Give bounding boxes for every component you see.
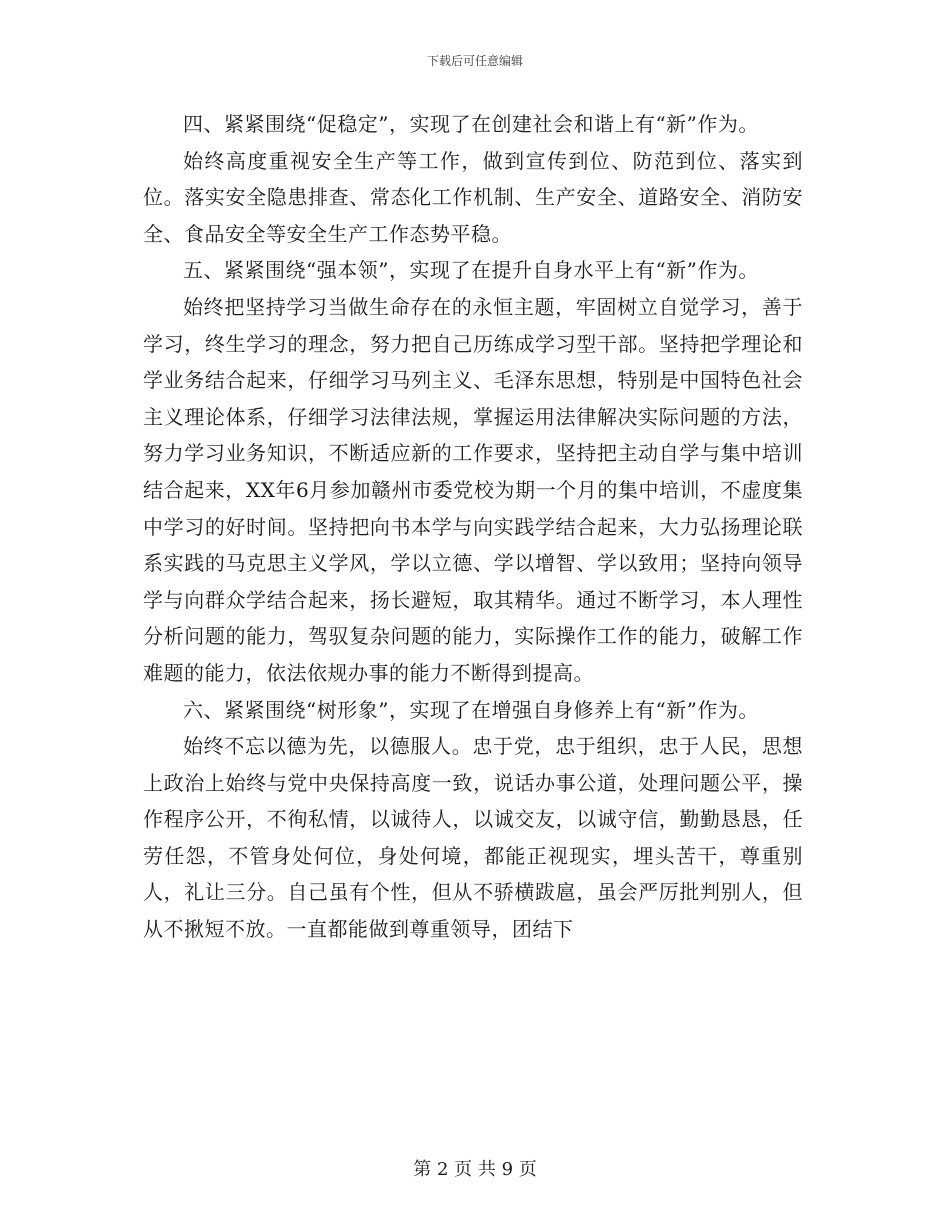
paragraph-safety: 始终高度重视安全生产等工作，做到宣传到位、防范到位、落实到位。落实安全隐患排查、常态化工作机制、生产安全、道路安全、消防安全、食品安全等安全生产工作态势平稳。 bbox=[143, 148, 803, 246]
paragraph-study: 始终把坚持学习当做生命存在的永恒主题，牢固树立自觉学习，善于学习，终生学习的理念，努力把自己历练成学习型干部。坚持把学理论和学业务结合起来，仔细学习马列主义、毛泽东思想，特别是中国特色社会主义理论体系，仔细学习法律法规，掌握运用法律解决实际问题的方法，努力学习业务知识，不断适应新的工作要求，坚持把主动自学与集中培训结合起来，XX年6月参加赣州市委党校为期一个月的集中培训，不虚度集中学习的好时间。坚持把向书本学与向实践学结合起来，大力弘扬理论联系实践的马克思主义学风，学以立德、学以增智、学以致用；坚持向领导学与向群众学结合起来，扬长避短，取其精华。通过不断学习，本人理性分析问题的能力，驾驭复杂问题的能力，实际操作工作的能力，破解工作难题的能力，依法依规办事的能力不断得到提高。 bbox=[143, 294, 803, 685]
section-heading-6: 六、紧紧围绕“树形象”，实现了在增强自身修养上有“新”作为。 bbox=[183, 697, 759, 722]
paragraph-conduct: 始终不忘以德为先，以德服人。忠于党，忠于组织，忠于人民，思想上政治上始终与党中央保持高度一致，说话办事公道，处理问题公平，操作程序公开，不徇私情，以诚待人，以诚交友，以诚守信，勤勤恳恳，任劳任怨，不管身处何位，身处何境，都能正视现实，埋头苦干，尊重别人，礼让三分。自己虽有个性，但从不骄横跋扈，虽会严厉批判别人，但从不揪短不放。一直都能做到尊重领导，团结下 bbox=[143, 734, 803, 942]
document-body bbox=[143, 106, 803, 948]
page-header: 下载后可任意编辑 bbox=[426, 54, 523, 68]
page-number: 第 2 页 共 9 页 bbox=[413, 1159, 537, 1180]
section-heading-5: 五、紧紧围绕“强本领”，实现了在提升自身水平上有“新”作为。 bbox=[183, 258, 759, 283]
section-heading-4: 四、紧紧围绕“促稳定”，实现了在创建社会和谐上有“新”作为。 bbox=[183, 112, 759, 136]
